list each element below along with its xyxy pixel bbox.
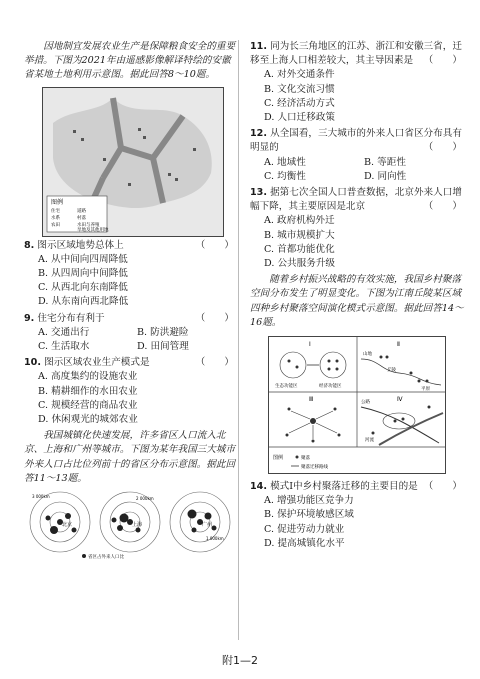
map-legend-item: 水系	[51, 215, 60, 221]
shanghai-rings	[100, 492, 160, 552]
city-label-beijing: 北京	[62, 522, 73, 529]
map-legend-item: 村落	[77, 215, 86, 221]
left-column	[24, 40, 236, 560]
mountain-label: 山地	[363, 352, 372, 358]
city-label-shanghai: 上海	[132, 522, 143, 529]
q9-option-b[interactable]: B. 防洪避险	[137, 326, 189, 338]
modes-legend-title: 图例	[273, 455, 284, 462]
q14-option-b[interactable]: B. 保护环境敏感区域	[264, 509, 354, 521]
q13-option-a[interactable]: A. 政府机构外迁	[264, 215, 335, 227]
question-10: 10. 图示区域农业生产模式是 （ ）	[24, 357, 234, 369]
question-9: 9. 住宅分布有利于 （ ）	[24, 312, 234, 324]
q9-options-row2	[24, 340, 236, 354]
city-legend: 省区占外来人口比	[88, 555, 124, 561]
q14-option-c[interactable]: C. 促进劳动力就业	[264, 523, 345, 535]
q10-option-c[interactable]: C. 规模经营的商品农业	[38, 399, 138, 411]
mode-label-2: Ⅱ	[397, 341, 400, 349]
modes-legend-settlement: 聚落	[301, 456, 310, 462]
econ-zone-label: 经济功能区	[319, 384, 342, 390]
road-label: 公路	[361, 400, 370, 406]
map-legend-item: 水田与养殖	[77, 222, 100, 228]
plain-label: 平原	[421, 387, 430, 393]
question-12: 12. 从全国看，三大城市的外来人口省区分布具有明显的 （ ）	[250, 128, 462, 154]
intro-8-10: 因地制宜发展农业生产是保障粮食安全的重要举措。下图为2021年由遥感影像解译特绘的安徽省某地土地利用示意图。据此回答8～10题。	[24, 41, 236, 81]
city-label-guangzhou: 广州	[202, 522, 213, 529]
q8-option-d[interactable]: D. 从东南向西北降低	[38, 296, 129, 308]
q11-option-c[interactable]: C. 经济活动方式	[264, 97, 335, 109]
eco-zone-label: 生态功能区	[275, 384, 298, 390]
question-14: 14. 模式Ⅰ中乡村聚落迁移的主要目的是 （ ）	[250, 481, 462, 493]
beijing-rings	[30, 492, 90, 552]
modes-legend-route: 聚落迁移路线	[301, 465, 328, 471]
question-13: 13. 据第七次全国人口普查数据，北京外来人口增幅下降，其主要原因是北京 （ ）	[250, 187, 462, 213]
q12-option-b[interactable]: B. 等距性	[364, 156, 406, 168]
mode-label-1: Ⅰ	[309, 341, 311, 349]
column-divider	[238, 40, 239, 640]
page-number: 附1—2	[222, 654, 258, 667]
river-label: 河流	[365, 438, 374, 444]
map-legend-item: 农田	[51, 222, 60, 228]
mode-label-3: Ⅲ	[309, 396, 314, 404]
city-migration-figure	[24, 490, 236, 560]
q8-option-a[interactable]: A. 从中间向四周降低	[38, 253, 128, 265]
q13-option-c[interactable]: C. 首都功能优化	[264, 243, 335, 255]
intro-11-13: 我国城镇化快速发展，许多省区人口流入北京、上海和广州等城市。下图为某年我国三大城市外来人口占比位列前十的省区分布示意图。据此回答11～13题。	[24, 430, 236, 484]
q10-option-a[interactable]: A. 高度集约的设施农业	[38, 371, 138, 383]
q9-option-d[interactable]: D. 田间管理	[137, 341, 189, 353]
hill-label: 丘陵	[387, 368, 396, 374]
q12-options-row2	[250, 170, 464, 184]
q8-option-b[interactable]: B. 从四周向中间降低	[38, 268, 128, 280]
ring-label: 3 000km	[32, 494, 50, 500]
guangzhou-rings	[170, 492, 230, 552]
settlement-modes-svg	[269, 337, 445, 473]
q12-option-d[interactable]: D. 同向性	[364, 170, 407, 182]
map-legend-item: 道路	[77, 208, 86, 214]
mode-label-4: Ⅳ	[397, 396, 403, 404]
ring-label: 2 000km	[136, 496, 154, 502]
q14-option-a[interactable]: A. 增强功能区竞争力	[264, 495, 354, 507]
q9-options-row1	[24, 326, 236, 340]
intro-14-16: 随着乡村振兴战略的有效实施，我国乡村聚落空间分布发生了明显变化。下图为江南丘陵某区域四种乡村聚落空间演化模式示意图。据此回答14～16题。	[250, 274, 464, 328]
q12-options-row1	[250, 156, 464, 170]
right-column	[250, 40, 464, 551]
q12-option-c[interactable]: C. 均衡性	[264, 170, 306, 182]
q13-option-b[interactable]: B. 城市规模扩大	[264, 229, 335, 241]
q12-option-a[interactable]: A. 地域性	[264, 156, 306, 168]
q8-option-c[interactable]: C. 从西北向东南降低	[38, 282, 128, 294]
question-11: 11. 同为长三角地区的江苏、浙江和安徽三省，迁移至上海人口相差较大，其主导因素是 （ ）	[250, 41, 462, 67]
settlement-modes-figure	[268, 336, 446, 474]
q10-option-d[interactable]: D. 休闲观光的城郊农业	[38, 414, 138, 426]
ring-label: 1 000km	[206, 536, 224, 542]
map-legend-item: 住宅	[51, 208, 60, 214]
q9-option-a[interactable]: A. 交通出行	[38, 326, 90, 338]
q14-option-d[interactable]: D. 提高城镇化水平	[264, 537, 345, 549]
question-8: 8. 图示区域地势总体上 （ ）	[24, 239, 234, 251]
city-migration-svg	[24, 490, 236, 560]
map-legend-item: 旱地及其他用地	[77, 227, 109, 233]
land-use-map-svg	[43, 88, 223, 236]
q9-option-c[interactable]: C. 生活取水	[38, 341, 90, 353]
q11-option-b[interactable]: B. 文化交流习惯	[264, 83, 335, 95]
q13-option-d[interactable]: D. 公共服务升级	[264, 258, 336, 270]
map-legend-title: 图例	[51, 198, 64, 206]
q11-option-a[interactable]: A. 对外交通条件	[264, 69, 335, 81]
land-use-map	[42, 87, 224, 237]
q10-option-b[interactable]: B. 精耕细作的水田农业	[38, 385, 138, 397]
q11-option-d[interactable]: D. 人口迁移政策	[264, 112, 336, 124]
